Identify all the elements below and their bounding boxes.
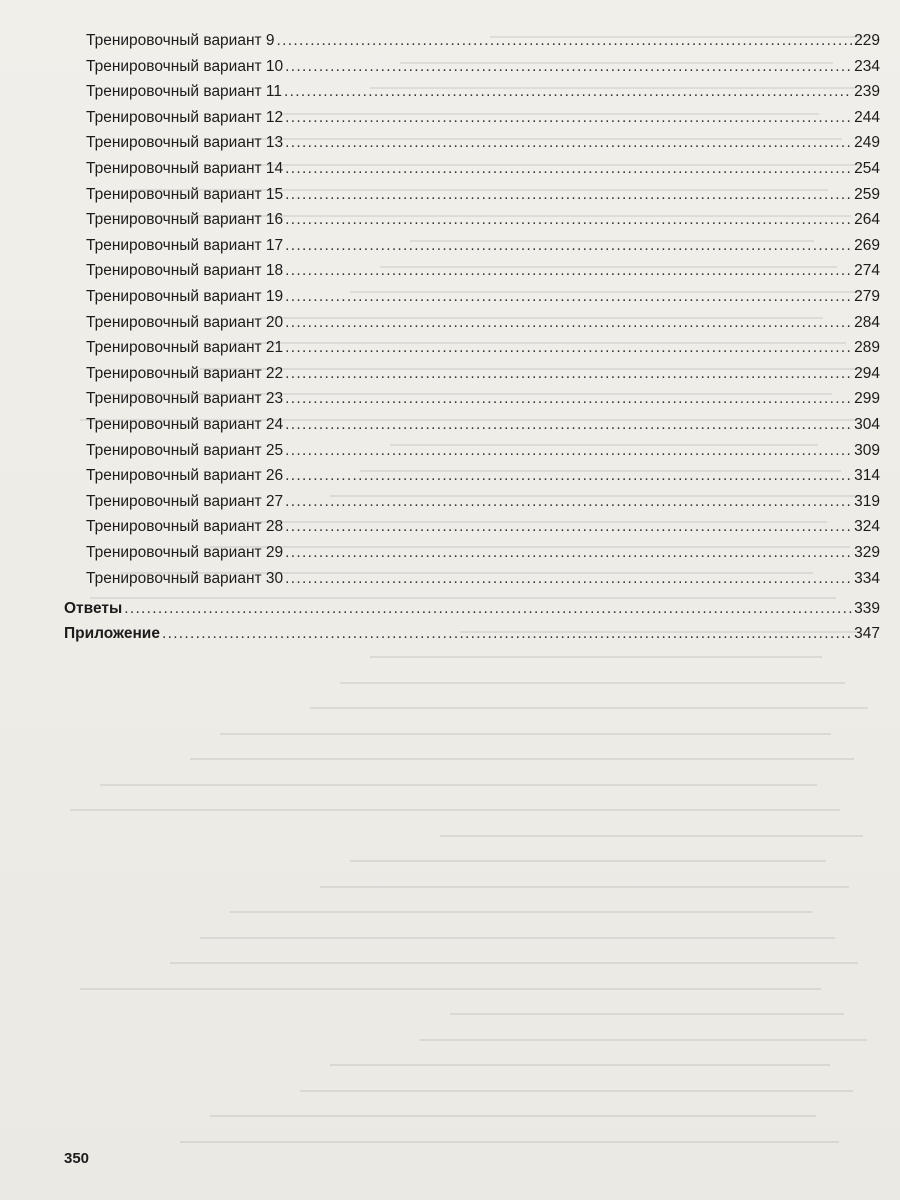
dot-leader (284, 82, 852, 102)
toc-entry-page: 279 (854, 288, 880, 305)
toc-entry (86, 185, 880, 205)
toc-entry-label: Тренировочный вариант 16 (86, 211, 284, 229)
dot-leader (285, 543, 852, 563)
show-through-line (330, 1064, 830, 1066)
dot-leader (285, 133, 852, 153)
toc-entry-label: Тренировочный вариант 10 (86, 57, 284, 75)
toc-entry-label: Тренировочный вариант 30 (86, 569, 284, 587)
toc-entry-label: Тренировочный вариант 14 (86, 160, 284, 177)
dot-leader (285, 517, 852, 537)
dot-leader (285, 261, 852, 281)
toc-entry-page: 304 (854, 416, 880, 433)
toc-entry (86, 517, 880, 537)
toc-entry-label: Тренировочный вариант 29 (86, 544, 284, 561)
dot-leader (285, 313, 852, 333)
toc-entry-label: Тренировочный вариант 22 (86, 364, 284, 382)
show-through-line (210, 1115, 816, 1117)
show-through-line (200, 937, 835, 939)
toc-entry-page: 324 (854, 518, 880, 536)
show-through-line (440, 835, 863, 837)
dot-leader (285, 338, 852, 358)
toc-entry-label: Тренировочный вариант 18 (86, 262, 284, 280)
toc-section-label: Приложение (64, 624, 160, 642)
toc-entry (86, 159, 880, 179)
toc-entry (86, 543, 880, 563)
toc-entry-page: 234 (854, 57, 880, 75)
toc-section-label: Ответы (64, 600, 123, 617)
toc-section-entry (64, 624, 880, 644)
show-through-line (190, 758, 854, 760)
show-through-line (370, 656, 822, 658)
dot-leader (285, 415, 852, 435)
show-through-line (310, 707, 868, 709)
toc-entry (86, 108, 880, 128)
dot-leader (285, 236, 852, 256)
toc-section-page: 347 (854, 624, 880, 642)
toc-entry-page: 314 (854, 467, 880, 485)
show-through-line (180, 1141, 839, 1143)
toc-entry (86, 441, 880, 461)
toc-entry-page: 334 (854, 569, 880, 587)
toc-entry-label: Тренировочный вариант 25 (86, 441, 284, 459)
dot-leader (285, 364, 852, 384)
show-through-line (100, 784, 817, 786)
dot-leader (285, 492, 852, 512)
toc-entry (86, 364, 880, 384)
toc-entry-page: 284 (854, 313, 880, 331)
toc-entry (86, 31, 880, 51)
show-through-line (170, 962, 858, 964)
toc-entry (86, 133, 880, 153)
toc-entry-page: 239 (854, 83, 880, 101)
dot-leader (285, 159, 852, 179)
show-through-line (450, 1013, 844, 1015)
toc-entry-page: 229 (854, 32, 880, 49)
toc-entry-label: Тренировочный вариант 27 (86, 492, 284, 510)
toc-entry-page: 299 (854, 390, 880, 408)
toc-entry-page: 289 (854, 339, 880, 357)
show-through-line (420, 1039, 867, 1041)
toc-entry-label: Тренировочный вариант 20 (86, 313, 284, 331)
dot-leader (277, 31, 853, 51)
toc-entry (86, 492, 880, 512)
toc-entry (86, 236, 880, 256)
toc-entry-page: 259 (854, 185, 880, 203)
toc-entry (86, 389, 880, 409)
toc-entry (86, 57, 880, 77)
show-through-line (300, 1090, 853, 1092)
toc-section-page: 339 (854, 600, 880, 617)
dot-leader (162, 624, 852, 644)
dot-leader (285, 108, 852, 128)
toc-entry-label: Тренировочный вариант 13 (86, 134, 284, 152)
show-through-line (70, 809, 840, 811)
toc-entry-label: Тренировочный вариант 19 (86, 288, 284, 305)
show-through-line (340, 682, 845, 684)
toc-entry-page: 254 (854, 160, 880, 177)
toc-entry-label: Тренировочный вариант 28 (86, 518, 284, 536)
toc-entry (86, 261, 880, 281)
toc-entry-label: Тренировочный вариант 11 (86, 83, 283, 101)
dot-leader (285, 466, 852, 486)
toc-entry (86, 569, 880, 589)
toc-section-entry (64, 599, 880, 619)
toc-entry (86, 415, 880, 435)
show-through-line (230, 911, 812, 913)
dot-leader (285, 287, 852, 307)
dot-leader (285, 441, 852, 461)
show-through-line (350, 860, 826, 862)
toc-entry-page: 329 (854, 544, 880, 561)
toc-entry (86, 287, 880, 307)
toc-entry-page: 294 (854, 364, 880, 382)
toc-entry-label: Тренировочный вариант 9 (86, 32, 275, 49)
toc-entry (86, 82, 880, 102)
dot-leader (285, 57, 852, 77)
dot-leader (285, 569, 852, 589)
toc-entry-page: 249 (854, 134, 880, 152)
show-through-line (320, 886, 849, 888)
toc-entry-page: 244 (854, 108, 880, 126)
toc-entry-page: 319 (854, 492, 880, 510)
toc-entry-label: Тренировочный вариант 15 (86, 185, 284, 203)
toc-entry-label: Тренировочный вариант 23 (86, 390, 284, 408)
dot-leader (285, 210, 852, 230)
dot-leader (285, 389, 852, 409)
page-number: 350 (64, 1150, 90, 1167)
toc-entry (86, 313, 880, 333)
toc-entry-label: Тренировочный вариант 21 (86, 339, 284, 357)
toc-entry-label: Тренировочный вариант 26 (86, 467, 284, 485)
toc-entry-label: Тренировочный вариант 24 (86, 416, 284, 433)
toc-entry (86, 466, 880, 486)
toc-entry-page: 274 (854, 262, 880, 280)
toc-entry-page: 264 (854, 211, 880, 229)
dot-leader (124, 599, 852, 619)
show-through-line (220, 733, 831, 735)
toc-entry-page: 269 (854, 236, 880, 254)
toc-entry-label: Тренировочный вариант 12 (86, 108, 284, 126)
toc-entry (86, 338, 880, 358)
show-through-line (80, 988, 821, 990)
dot-leader (285, 185, 852, 205)
toc-entry (86, 210, 880, 230)
toc-entry-page: 309 (854, 441, 880, 459)
toc-entry-label: Тренировочный вариант 17 (86, 236, 284, 254)
